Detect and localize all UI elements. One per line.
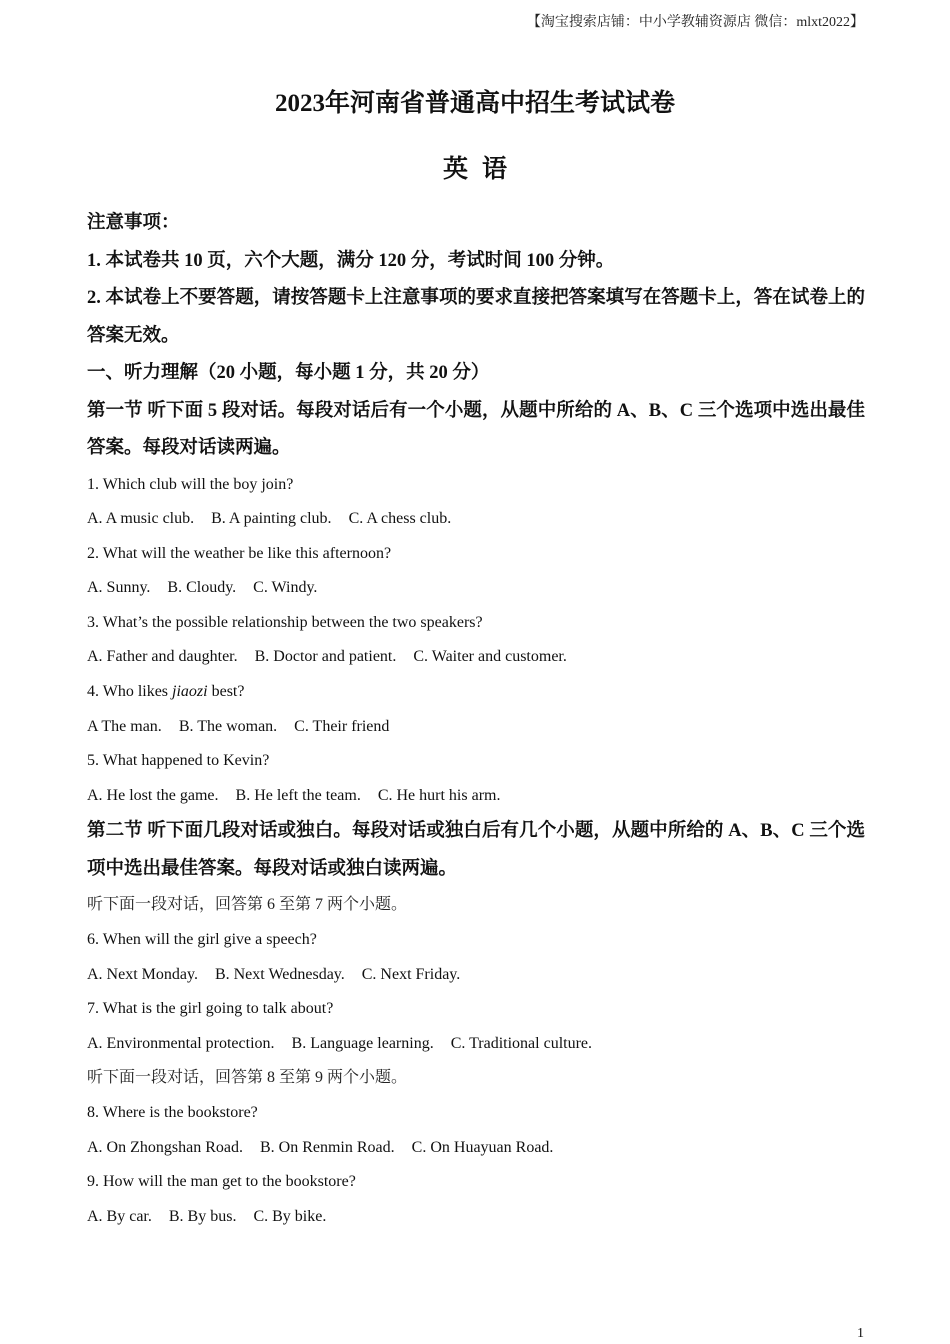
question-7-options bbox=[87, 1027, 865, 1062]
option-a: A. A music club. bbox=[87, 510, 195, 528]
question-4-options bbox=[87, 710, 865, 745]
option-b: B. On Renmin Road. bbox=[259, 1138, 395, 1156]
question-7: 7. What is the girl going to talk about? bbox=[87, 1000, 334, 1018]
option-c: C. Next Friday. bbox=[361, 965, 461, 983]
page-number: 1 bbox=[857, 1326, 864, 1341]
question-6-options bbox=[87, 958, 865, 993]
option-a: A. Environmental protection. bbox=[87, 1034, 275, 1052]
option-c: C. Waiter and customer. bbox=[413, 648, 567, 666]
option-a: A The man. bbox=[87, 717, 162, 735]
question-2: 2. What will the weather be like this afternoon? bbox=[87, 544, 392, 562]
option-a: A. Next Monday. bbox=[87, 965, 198, 983]
part1-heading: 一、听力理解（20 小题，每小题 1 分，共 20 分） bbox=[87, 363, 490, 383]
question-9: 9. How will the man get to the bookstore? bbox=[87, 1173, 356, 1191]
option-b: B. Language learning. bbox=[291, 1034, 434, 1052]
option-c: C. Their friend bbox=[294, 717, 390, 735]
question-9-options bbox=[87, 1200, 865, 1235]
option-c: C. Windy. bbox=[253, 579, 318, 597]
question-4-italic-word: jiaozi bbox=[172, 683, 208, 701]
question-3: 3. What’s the possible relationship between the two speakers? bbox=[87, 613, 483, 631]
option-a: A. Father and daughter. bbox=[87, 648, 238, 666]
question-1-options bbox=[87, 502, 865, 537]
option-b: B. Doctor and patient. bbox=[254, 648, 397, 666]
question-6: 6. When will the girl give a speech? bbox=[87, 931, 317, 949]
option-b: B. Next Wednesday. bbox=[214, 965, 345, 983]
question-8: 8. Where is the bookstore? bbox=[87, 1104, 258, 1121]
option-b: B. The woman. bbox=[178, 717, 278, 735]
section1-instructions: 第一节 听下面 5 段对话。每段对话后有一个小题，从题中所给的 A、B、C 三个选项中选出最佳答案。每段对话读两遍。 bbox=[87, 400, 865, 458]
option-a: A. On Zhongshan Road. bbox=[87, 1138, 243, 1156]
notice-item-1: 1. 本试卷共 10 页，六个大题，满分 120 分，考试时间 100 分钟。 bbox=[87, 250, 615, 271]
question-1: 1. Which club will the boy join? bbox=[87, 475, 294, 493]
option-a: A. Sunny. bbox=[87, 579, 151, 597]
header-note: 【淘宝搜索店铺：中小学教辅资源店 微信：mlxt2022】 bbox=[526, 15, 864, 30]
question-3-options bbox=[87, 640, 865, 675]
option-b: B. A painting club. bbox=[211, 510, 332, 528]
question-5: 5. What happened to Kevin? bbox=[87, 752, 270, 770]
question-4-text-post: best? bbox=[207, 683, 245, 701]
option-b: B. By bus. bbox=[168, 1207, 237, 1225]
option-b: B. Cloudy. bbox=[167, 579, 237, 597]
option-c: C. Traditional culture. bbox=[450, 1034, 593, 1052]
intro-q6-q7: 听下面一段对话，回答第 6 至第 7 两个小题。 bbox=[87, 896, 408, 914]
option-a: A. He lost the game. bbox=[87, 786, 219, 804]
option-b: B. He left the team. bbox=[235, 786, 361, 804]
exam-title: 2023年河南省普通高中招生考试试卷 bbox=[274, 90, 675, 117]
question-4-text-pre: 4. Who likes bbox=[87, 683, 173, 701]
option-c: C. On Huayuan Road. bbox=[411, 1138, 554, 1156]
question-8-options bbox=[87, 1131, 865, 1166]
option-c: C. By bike. bbox=[253, 1207, 327, 1225]
section2-instructions: 第二节 听下面几段对话或独白。每段对话或独白后有几个小题，从题中所给的 A、B、C 三个选项中选出最佳答案。每段对话或独白读两遍。 bbox=[87, 821, 865, 879]
intro-q8-q9: 听下面一段对话，回答第 8 至第 9 两个小题。 bbox=[87, 1069, 408, 1087]
option-c: C. He hurt his arm. bbox=[377, 786, 501, 804]
option-c: C. A chess club. bbox=[348, 510, 452, 528]
question-2-options bbox=[87, 571, 865, 606]
question-4 bbox=[87, 675, 865, 710]
subject-title: 英语 bbox=[442, 156, 521, 183]
question-5-options bbox=[87, 779, 865, 814]
option-a: A. By car. bbox=[87, 1207, 152, 1225]
notice-heading: 注意事项： bbox=[87, 213, 180, 233]
exam-content bbox=[87, 205, 865, 1234]
notice-item-2: 2. 本试卷上不要答题，请按答题卡上注意事项的要求直接把答案填写在答题卡上，答在试卷上的答案无效。 bbox=[87, 288, 865, 346]
